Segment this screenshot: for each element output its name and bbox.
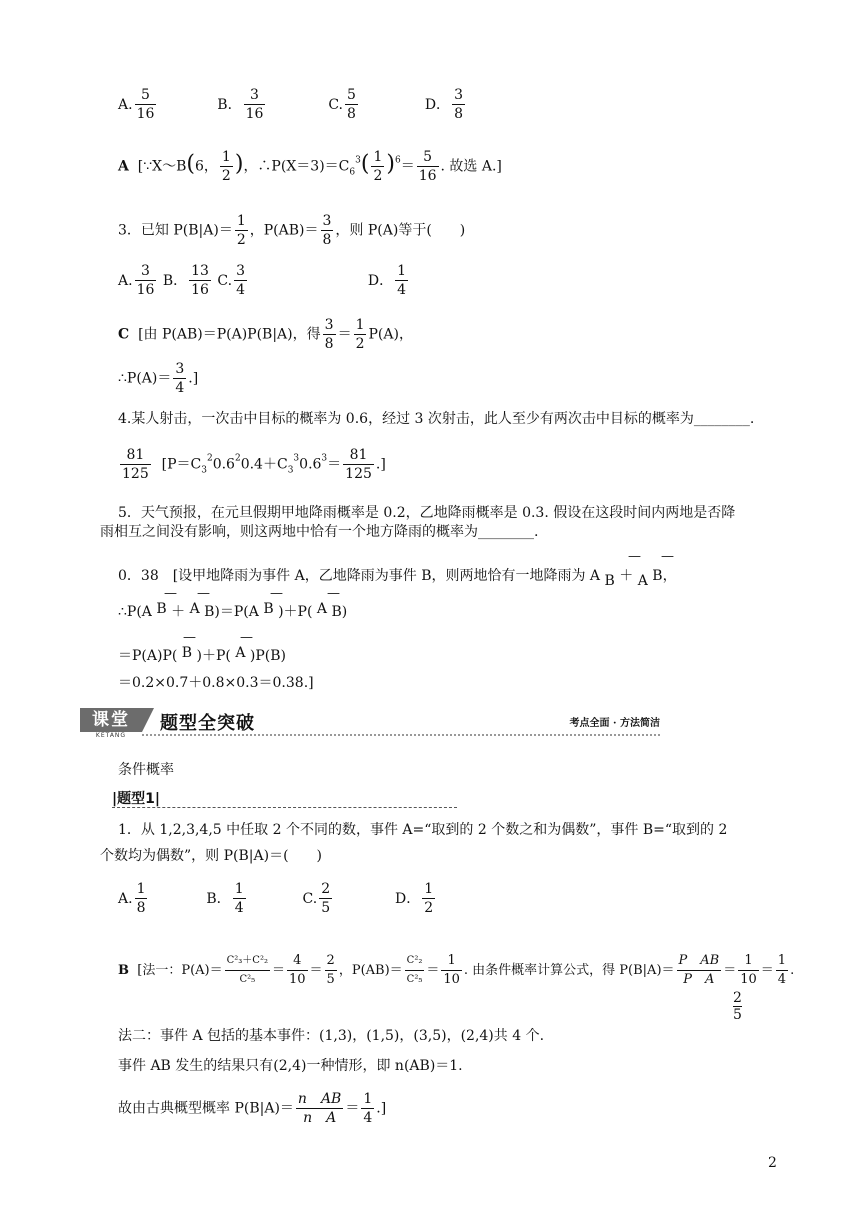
section-banner (80, 708, 660, 738)
option-a: A. $\frac{1}{8}$ (118, 881, 146, 916)
question-3: 3．已知 P(B|A)＝ $\frac{1}{2}$ ，P(AB)＝ $\frac{3}{8}$ ，则 P(A)等于( ) (118, 213, 466, 248)
t1-question-line2: 个数均为偶数”，则 P(B|A)＝( ) (100, 848, 322, 864)
option-a: A. $\frac{3}{16}$ (118, 263, 155, 298)
nested-frac-denominator: 2 5 (733, 990, 742, 1023)
question-5-line2: 雨相互之间没有影响，则这两地中恰有一个地方降雨的概率为________. (100, 524, 539, 540)
q5-answer-line1: 0．38 [设甲地降雨为事件 A，乙地降雨为事件 B，则两地恰有一地降雨为 A B ＋ A B， (118, 568, 677, 589)
banner-triangle (142, 708, 154, 732)
section-title: 条件概率 (118, 762, 174, 778)
ketang-badge: 课堂 (80, 708, 142, 732)
option-a: A. $\frac{5}{16}$ (118, 87, 155, 122)
method2-line1: 法二：事件 A 包括的基本事件：(1,3)，(1,5)，(3,5)，(2,4)共 4 个. (118, 1028, 545, 1044)
method2-line2: 事件 AB 发生的结果只有(2,4)一种情形，即 n(AB)＝1. (118, 1058, 463, 1074)
question-5-line1: 5．天气预报，在元旦假期甲地降雨概率是 0.2，乙地降雨概率是 0.3. 假设在这段时间内两地是否降 (118, 505, 736, 521)
overbar-b: — (628, 549, 641, 564)
overbar: — (164, 586, 177, 601)
option-b: B． $\frac{3}{16}$ (217, 87, 264, 122)
option-b: B． $\frac{13}{16}$ (162, 263, 209, 298)
ketang-subtitle: KETANG (95, 732, 127, 739)
option-b: B． $\frac{1}{4}$ (206, 881, 244, 916)
method2-line3: 故由古典概型概率 P(B|A)＝ $\frac{\text{n AB}}{\text{n A}}$ ＝ $\frac{1}{4}$ .] (118, 1091, 387, 1126)
type-tag-divider (112, 807, 457, 808)
overbar: — (183, 630, 196, 645)
overbar: — (327, 586, 340, 601)
q5-answer-line4: ＝0.2×0.7＋0.8×0.3＝0.38.] (118, 675, 314, 691)
q5-answer-line2: ∴P(A B ＋ A B)＝P(A B )＋P( A B) (118, 601, 348, 620)
overbar-a: — (661, 549, 674, 564)
option-d: D． $\frac{1}{4}$ (367, 263, 407, 298)
q3-answer: C [由 P(AB)＝P(A)P(B|A)，得 $\frac{3}{8}$ ＝ $\frac{1}{2}$ P(A)， (118, 317, 413, 352)
t1-options (118, 880, 437, 917)
overbar: — (240, 630, 253, 645)
q4-answer: $\frac{81}{125}$ [$P=C_3^20.6^20.4+C_3^30.6^3=$ $\frac{81}{125}$ .] (122, 447, 386, 482)
option-d: D． $\frac{1}{2}$ (395, 881, 434, 916)
t1-answer: B [法一：P(A)＝ $\frac{\text{C²₃＋C²₂}}{\text{C²₅}}$ ＝ $\frac{4}{10}$ ＝ $\frac{2}{5}$ ，P(AB)＝ $\frac{\text{C²₂}}{\text{C²₅}}$ ＝ $\frac{1}{10}$ . 由条件概率计算公式，得 P(B|A)＝ $\frac{\text{P AB}}{\text{P A}}$ ＝ $\frac{1}{10}$ ＝ $\frac{1}{4}$ . (118, 953, 795, 987)
type-tag: |题型1| (112, 791, 160, 807)
option-c: C. $\frac{5}{8}$ (328, 87, 356, 122)
q2-answer: A [∵X～B(6， $\frac{1}{2}$ )，$\therefore P(X=3)=C_6^3$( $\frac{1}{2}$ )$^6$＝ $\frac{5}{16}$ . 故选 A.] (118, 149, 502, 184)
overbar: — (197, 586, 210, 601)
banner-slogan: 考点全面 · 方法简洁 (569, 718, 660, 729)
banner-divider (142, 734, 660, 736)
q5-answer-line3: ＝P(A)P( B )＋P( A )P(B) (118, 645, 287, 664)
option-d: D． $\frac{3}{8}$ (424, 87, 463, 122)
page-number: 2 (768, 1155, 777, 1171)
question-4: 4.某人射击，一次击中目标的概率为 0.6，经过 3 次射击，此人至少有两次击中目标的概率为________. (118, 411, 755, 427)
q3-options (118, 262, 410, 299)
option-c: C. $\frac{2}{5}$ (302, 881, 331, 916)
q2-options (118, 86, 467, 123)
overbar: — (270, 586, 283, 601)
banner-title: 题型全突破 (160, 713, 255, 734)
t1-question-line1: 1．从 1,2,3,4,5 中任取 2 个不同的数，事件 A=“取到的 2 个数之和为偶数”，事件 B=“取到的 2 (118, 822, 728, 838)
option-c: C. $\frac{3}{4}$ (217, 263, 246, 298)
q3-answer-cont: ∴P(A)＝ $\frac{3}{4}$ .] (118, 361, 199, 396)
